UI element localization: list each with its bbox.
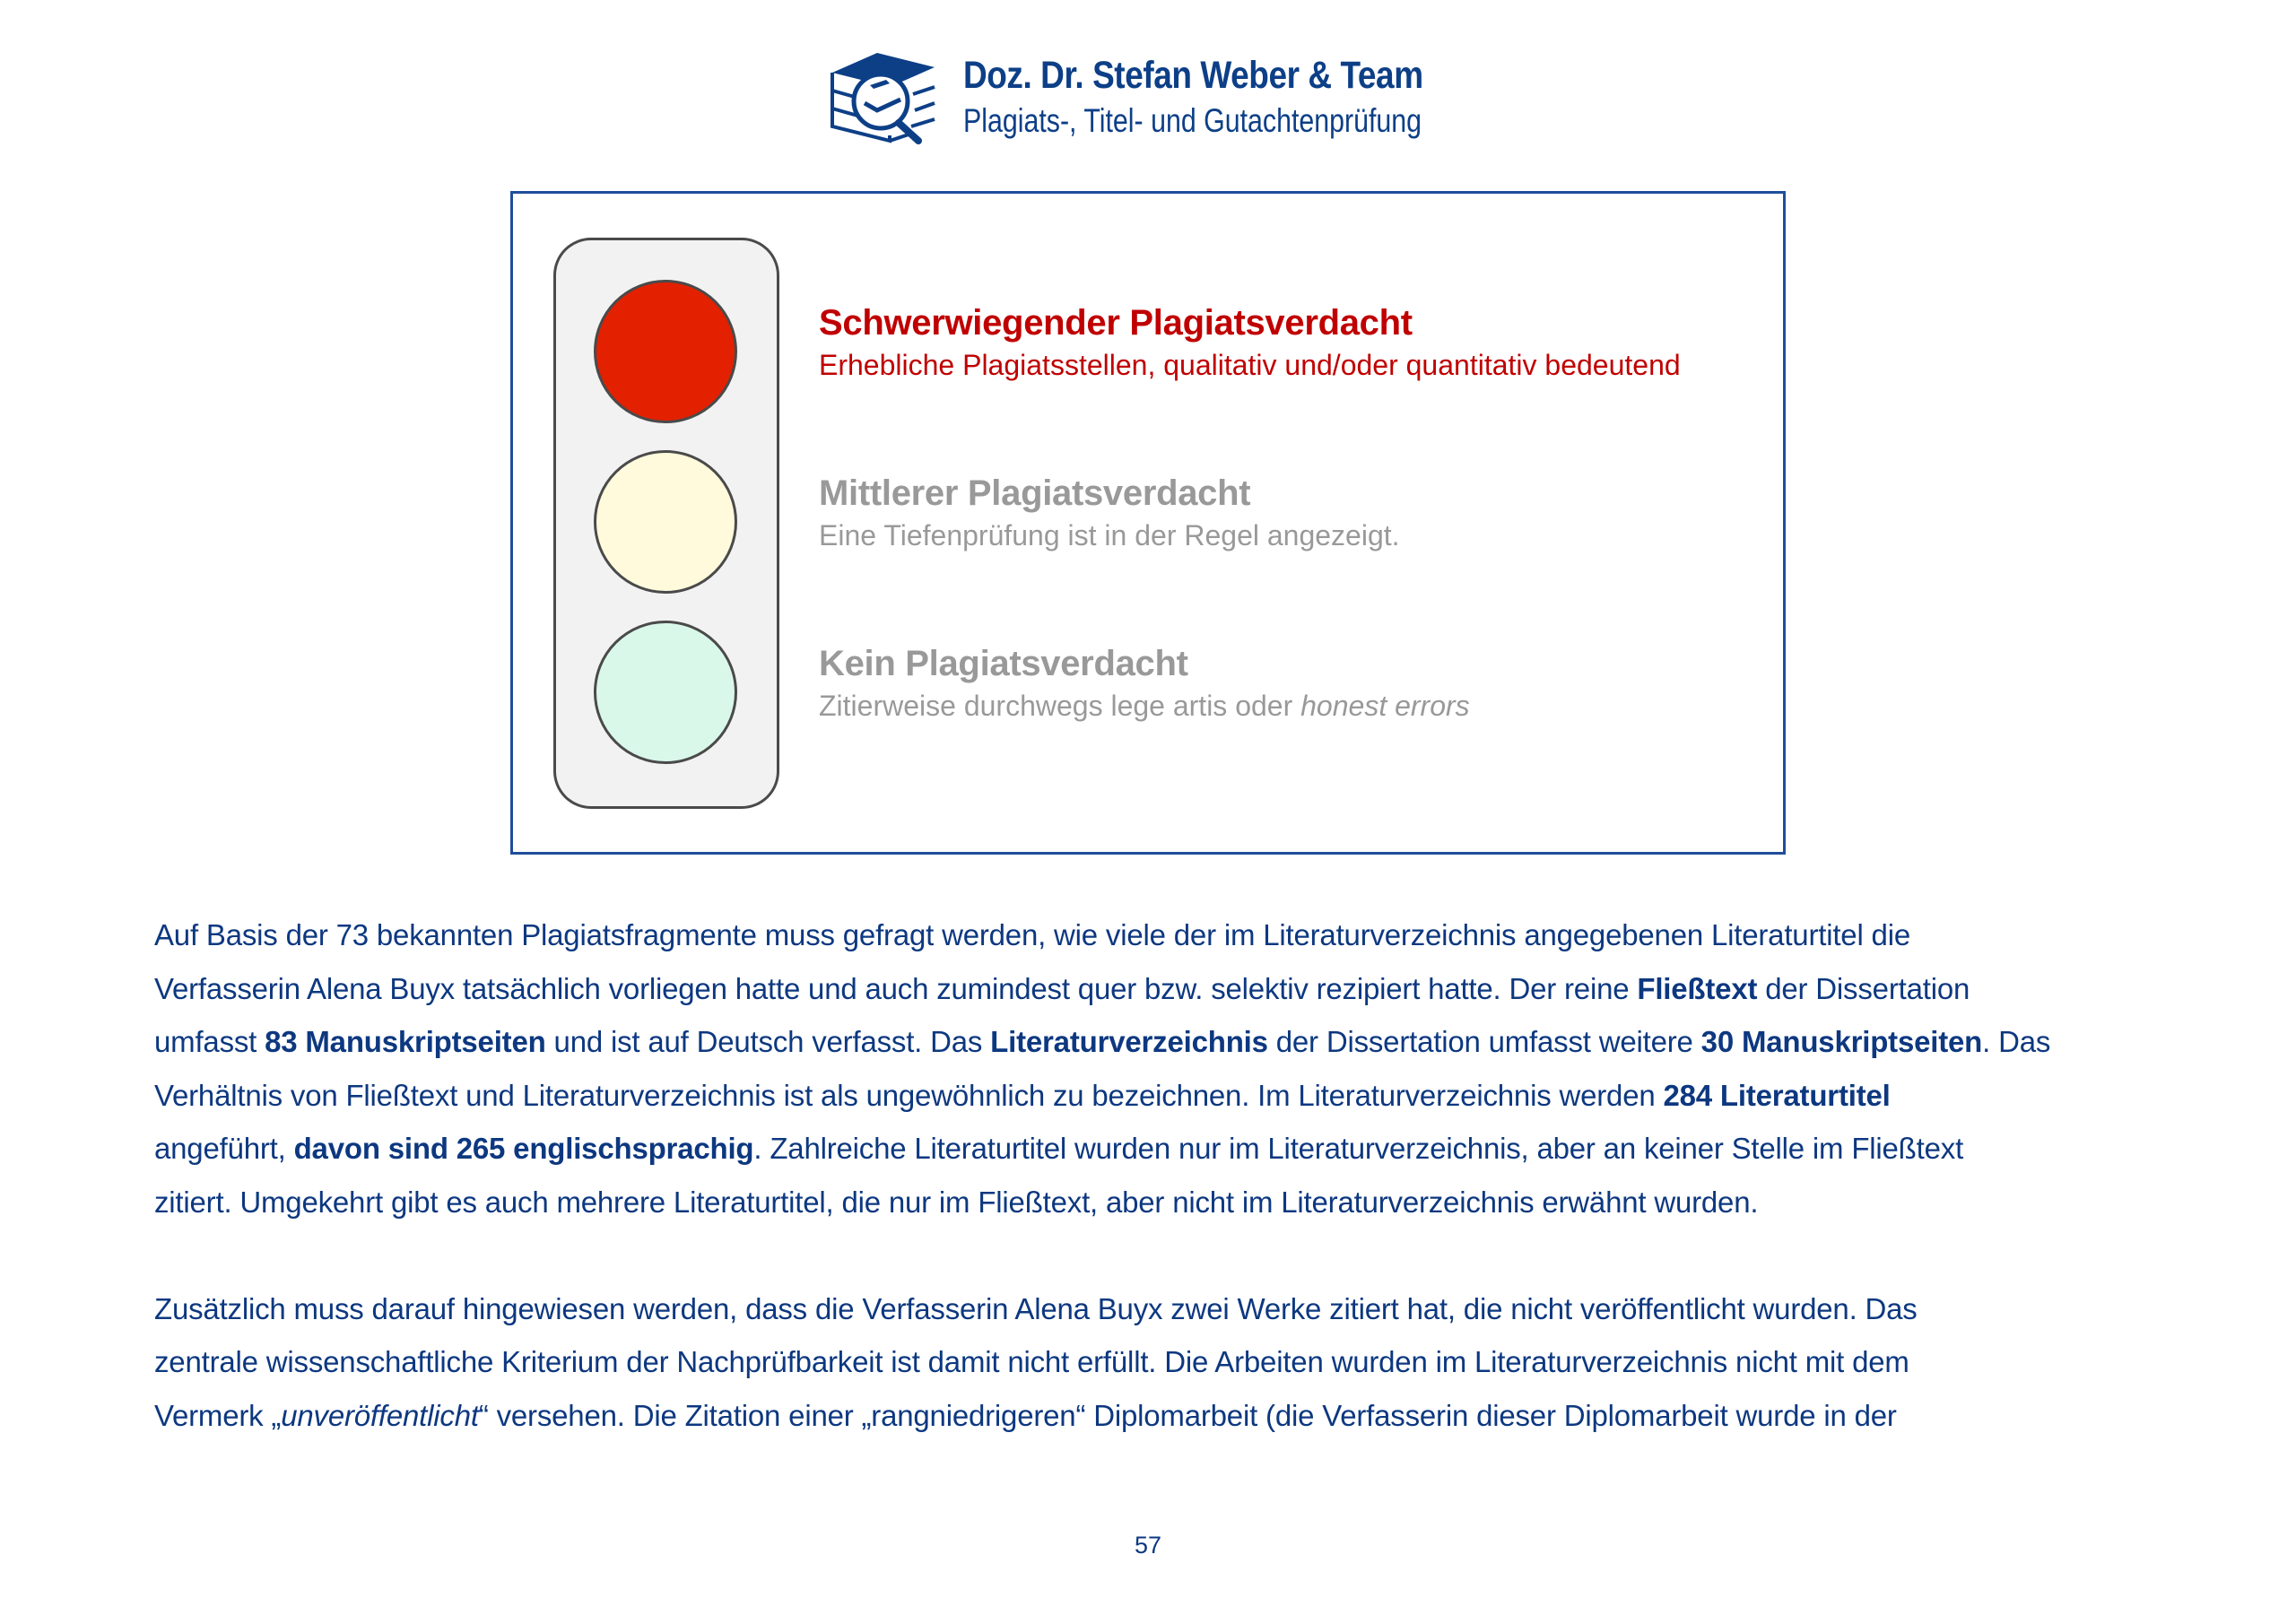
text-run: angeführt, <box>154 1132 294 1165</box>
bold-text: Fließtext <box>1637 971 1758 1005</box>
legend-description <box>819 687 1470 725</box>
text-run: der Dissertation <box>1757 971 1970 1005</box>
bold-text: Literaturverzeichnis <box>990 1025 1268 1058</box>
italic-text: unveröffentlicht <box>281 1398 479 1432</box>
text-run: . Das <box>1982 1025 2051 1058</box>
text-line <box>154 1015 2163 1069</box>
text-run: Verfasserin Alena Buyx tatsächlich vorliegen hatte und auch zumindest quer bzw. selektiv rezipiert hatte. Der reine <box>154 971 1638 1005</box>
legend-description-text: Zitierweise durchwegs lege artis oder <box>819 690 1301 722</box>
text-run: und ist auf Deutsch verfasst. Das <box>545 1025 991 1058</box>
page-number: 57 <box>1134 1532 1162 1559</box>
text-line <box>154 962 2163 1016</box>
bold-text: 284 Literaturtitel <box>1663 1078 1891 1112</box>
text-line <box>154 1122 2163 1176</box>
page-header <box>825 45 1522 148</box>
legend-item-none <box>819 642 1470 725</box>
text-run: umfasst <box>154 1025 265 1058</box>
text-line <box>154 1389 2163 1443</box>
legend-title: Kein Plagiatsverdacht <box>819 644 1188 683</box>
books-magnifier-icon <box>825 48 942 146</box>
legend-item-medium <box>819 472 1400 554</box>
legend-description: Erhebliche Plagiatsstellen, qualitativ und/oder quantitativ bedeutend <box>819 349 1681 381</box>
bold-text: 83 Manuskriptseiten <box>265 1025 546 1058</box>
red-lamp-icon <box>594 280 737 423</box>
text-run: der Dissertation umfasst weitere <box>1267 1025 1701 1058</box>
text-line: zitiert. Umgekehrt gibt es auch mehrere Literaturtitel, die nur im Fließtext, aber nicht im Literaturverzeichnis erwähnt wurden. <box>154 1185 1759 1219</box>
header-text <box>963 53 1522 141</box>
green-lamp-icon <box>594 621 737 764</box>
header-subtitle: Plagiats-, Titel- und Gutachtenprüfung <box>963 101 1422 139</box>
paragraph-1 <box>154 908 2163 1229</box>
yellow-lamp-icon <box>594 450 737 594</box>
traffic-light-legend <box>510 191 1786 855</box>
legend-description-italic: honest errors <box>1300 690 1470 722</box>
text-line <box>154 1069 2163 1123</box>
text-run: Vermerk „ <box>154 1398 282 1432</box>
text-run: “ versehen. Die Zitation einer „rangniedrigeren“ Diplomarbeit (die Verfasserin dieser Diplomarbeit wurde in der <box>478 1398 1897 1432</box>
bold-text: davon sind 265 englischsprachig <box>293 1132 754 1165</box>
body-text <box>154 908 2163 1442</box>
legend-title: Mittlerer Plagiatsverdacht <box>819 473 1251 513</box>
text-run: Verhältnis von Fließtext und Literaturverzeichnis ist als ungewöhnlich zu bezeichnen. Im Literaturverzeichnis werden <box>154 1078 1664 1112</box>
header-title: Doz. Dr. Stefan Weber & Team <box>963 53 1423 97</box>
paragraph-2 <box>154 1282 2163 1443</box>
legend-description: Eine Tiefenprüfung ist in der Regel angezeigt. <box>819 519 1400 551</box>
traffic-light-housing <box>553 238 779 809</box>
text-line: Auf Basis der 73 bekannten Plagiatsfragmente muss gefragt werden, wie viele der im Literaturverzeichnis angegebenen Literaturtitel die <box>154 918 1910 951</box>
text-run: . Zahlreiche Literaturtitel wurden nur im Literaturverzeichnis, aber an keiner Stelle im Fließtext <box>753 1132 1964 1165</box>
text-line: zentrale wissenschaftliche Kriterium der Nachprüfbarkeit ist damit nicht erfüllt. Die Arbeiten wurden im Literaturverzeichnis nicht mit dem <box>154 1345 1909 1378</box>
legend-item-severe <box>819 301 1681 384</box>
bold-text: 30 Manuskriptseiten <box>1700 1025 1983 1058</box>
legend-title: Schwerwiegender Plagiatsverdacht <box>819 303 1413 343</box>
text-line: Zusätzlich muss darauf hingewiesen werden, dass die Verfasserin Alena Buyx zwei Werke zitiert hat, die nicht veröffentlicht wurden. Das <box>154 1291 1918 1325</box>
